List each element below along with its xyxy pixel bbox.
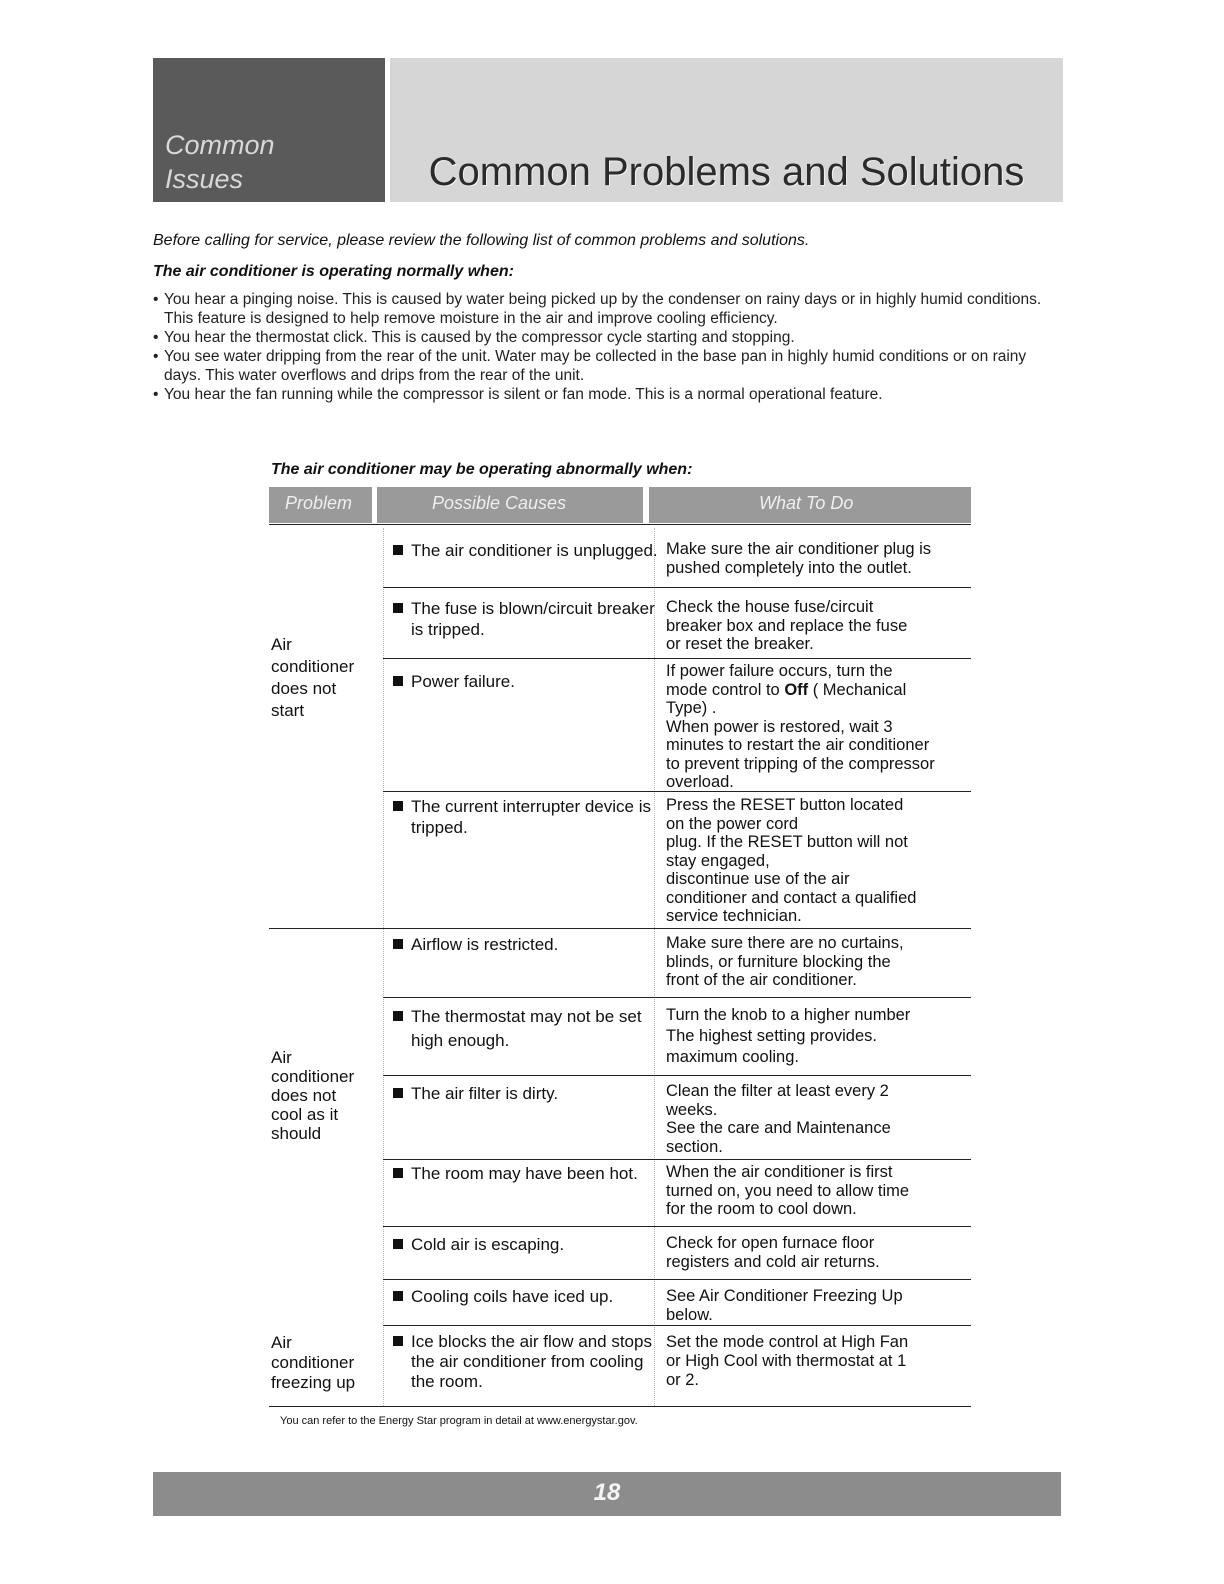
todo-power-failure-a: If power failure occurs, turn the mode control to xyxy=(666,662,893,699)
cause-power-failure: Power failure. xyxy=(393,671,661,692)
row-rule xyxy=(383,1075,971,1076)
intro-text: Before calling for service, please review the following list of common problems and solutions. xyxy=(153,232,810,249)
abnormal-heading: The air conditioner may be operating abnormally when: xyxy=(271,461,693,478)
header-problem xyxy=(269,487,372,523)
page-title: Common Problems and Solutions xyxy=(428,150,1025,194)
row-rule xyxy=(383,587,971,588)
cause-cold-air: Cold air is escaping. xyxy=(393,1234,661,1255)
todo-iced-coils: See Air Conditioner Freezing Up below. xyxy=(666,1287,903,1324)
todo-filter: Clean the filter at least every 2 weeks. See the care and Maintenance section. xyxy=(666,1082,891,1156)
table-top-rule xyxy=(269,524,971,525)
cause-iced-coils: Cooling coils have iced up. xyxy=(393,1286,681,1307)
row-rule xyxy=(383,1279,971,1280)
row-rule xyxy=(383,658,971,659)
todo-interrupter: Press the RESET button located on the power cord plug. If the RESET button will not stay engaged, discontinue use of the air conditioner and contact a qualified service technician. xyxy=(666,796,917,925)
column-divider xyxy=(654,528,655,1406)
cause-airflow: Airflow is restricted. xyxy=(393,934,661,955)
cause-thermostat: The thermostat may not be set high enough. xyxy=(393,1005,661,1053)
todo-power-failure xyxy=(666,662,976,792)
todo-unplugged: Make sure the air conditioner plug is pushed completely into the outlet. xyxy=(666,540,932,577)
normal-heading: The air conditioner is operating normally when: xyxy=(153,263,514,280)
todo-off-text: Off xyxy=(784,680,809,699)
header-todo-label: What To Do xyxy=(759,493,854,513)
cause-filter: The air filter is dirty. xyxy=(393,1083,661,1104)
section-label-line2: Issues xyxy=(165,164,244,194)
page-footer xyxy=(153,1472,1061,1516)
section-label-line1: Common xyxy=(165,130,275,160)
row-rule xyxy=(383,1226,971,1227)
header-todo xyxy=(649,487,971,523)
row-rule xyxy=(383,1325,971,1326)
row-rule xyxy=(383,997,971,998)
header-problem-label: Problem xyxy=(285,493,353,513)
energy-star-note: You can refer to the Energy Star program in detail at www.energystar.gov. xyxy=(280,1415,638,1427)
problem-not-cool: Air conditioner does not cool as it should xyxy=(271,1048,355,1143)
todo-airflow: Make sure there are no curtains, blinds, or furniture blocking the front of the air conditioner. xyxy=(666,934,904,989)
row-rule xyxy=(383,1159,971,1160)
header-causes xyxy=(377,487,643,523)
todo-fuse: Check the house fuse/circuit breaker box and replace the fuse or reset the breaker. xyxy=(666,598,908,653)
list-item: • You hear the fan running while the compressor is silent or fan mode. This is a normal operational feature. xyxy=(153,385,1058,404)
row-rule xyxy=(269,928,971,929)
list-item: • You hear the thermostat click. This is caused by the compressor cycle starting and stopping. xyxy=(153,328,1058,347)
normal-list xyxy=(153,290,1058,404)
section-label xyxy=(165,128,275,196)
cause-ice-blocks: Ice blocks the air flow and stops the air conditioner from cooling the room. xyxy=(393,1332,661,1392)
column-divider xyxy=(383,528,384,1406)
cause-room-hot: The room may have been hot. xyxy=(393,1163,661,1184)
problem-freezing: Air conditioner freezing up xyxy=(271,1333,356,1392)
title-banner xyxy=(390,58,1063,202)
todo-power-failure-b: ( Mechanical Type) . When power is restored, wait 3 minutes to restart the air conditioner to prevent tripping of the compressor overload. xyxy=(666,680,935,791)
cause-interrupter: The current interrupter device is tripped. xyxy=(393,796,661,838)
row-rule xyxy=(383,791,971,792)
header-causes-label: Possible Causes xyxy=(432,493,567,513)
todo-ice-blocks: Set the mode control at High Fan or High Cool with thermostat at 1 or 2. xyxy=(666,1333,909,1389)
section-tab xyxy=(153,58,385,202)
todo-room-hot: When the air conditioner is first turned on, you need to allow time for the room to cool down. xyxy=(666,1163,910,1218)
table-bottom-rule xyxy=(269,1406,971,1407)
todo-thermostat: Turn the knob to a higher number The highest setting provides. maximum cooling. xyxy=(666,1006,911,1066)
page-number: 18 xyxy=(593,1479,621,1506)
list-item: • You hear a pinging noise. This is caused by water being picked up by the condenser on rainy days or in highly humid conditions. This feature is designed to help remove moisture in the air and improve cooling efficiency. xyxy=(153,290,1058,328)
cause-fuse: The fuse is blown/circuit breaker is tripped. xyxy=(393,598,661,640)
todo-cold-air: Check for open furnace floor registers and cold air returns. xyxy=(666,1234,880,1271)
problem-not-start: Air conditioner does not start xyxy=(271,635,355,720)
list-item: • You see water dripping from the rear of the unit. Water may be collected in the base pan in highly humid conditions or on rainy days. This water overflows and drips from the rear of the unit. xyxy=(153,347,1058,385)
cause-unplugged: The air conditioner is unplugged. xyxy=(393,540,661,561)
